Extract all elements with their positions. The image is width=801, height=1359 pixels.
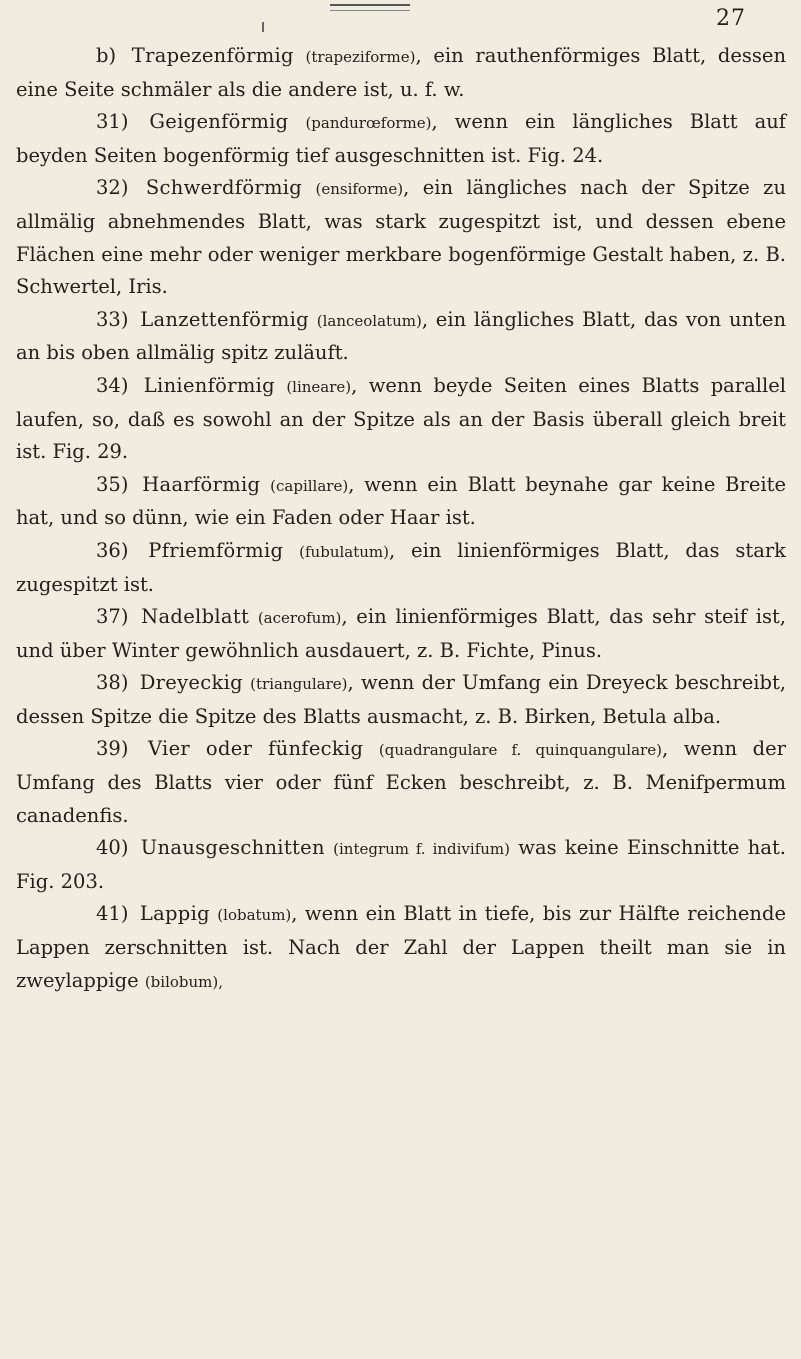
entry-nadelblatt: 37) Nadelblatt (acerofum), ein linienförmiges Blatt, das sehr steif ist, und über Winter gewöhnlich ausdauert, z. B. Fichte, Pinus. [16,605,786,662]
decorative-rule [330,4,410,11]
entry-trapezenformig: b) Trapezenförmig (trapeziforme), ein rauthenförmiges Blatt, dessen eine Seite schmäler als die andere ist, u. f. w. [16,44,786,101]
page-body [16,40,786,998]
entry-schwerdformig: 32) Schwerdförmig (ensiforme), ein längliches nach der Spitze zu allmälig abnehmendes Blatt, was stark zugespitzt ist, und dessen ebene Flächen eine mehr oder weniger merkbare bogenförmige Gestalt haben, z. B. Schwertel, Iris. [16,176,786,299]
page-number: 27 [716,6,746,31]
entry-vier-oder-funfeckig: 39) Vier oder fünfeckig (quadrangulare f. quinquangulare), wenn der Umfang des Blatts vier oder fünf Ecken beschreibt, z. B. Menifpermum canadenfis. [16,737,786,827]
entry-geigenformig: 31) Geigenförmig (pandurœforme), wenn ein längliches Blatt auf beyden Seiten bogenförmig tief ausgeschnitten ist. Fig. 24. [16,110,787,167]
entry-pfriemformig: 36) Pfriemförmig (fubulatum), ein linienförmiges Blatt, das stark zugespitzt ist. [16,538,786,596]
entry-lappig: 41) Lappig (lobatum), wenn ein Blatt in tiefe, bis zur Hälfte reichende Lappen zerschnitten ist. Nach der Zahl der Lappen theilt man sie in zweylappige (bilobum), [16,902,787,992]
entry-dreyeckig: 38) Dreyeckig (triangulare), wenn der Umfang ein Dreyeck beschreibt, dessen Spitze die Spitze des Blatts ausmacht, z. B. Birken, Betula alba. [16,671,787,728]
entry-haarformig: 35) Haarförmig (capillare), wenn ein Blatt beynahe gar keine Breite hat, und so dünn, wie ein Faden oder Haar ist. [16,472,786,530]
print-mark [262,22,264,32]
entry-unausgeschnitten: 40) Unausgeschnitten (integrum f. indivifum) was keine Einschnitte hat. Fig. 203. [16,836,786,893]
entry-lanzettenformig: 33) Lanzettenförmig (lanceolatum), ein längliches Blatt, das von unten an bis oben allmälig spitz zuläuft. [16,307,787,365]
entry-linienformig: 34) Linienförmig (lineare), wenn beyde Seiten eines Blatts parallel laufen, so, daß es sowohl an der Spitze als an der Basis überall gleich breit ist. Fig. 29. [16,373,786,464]
